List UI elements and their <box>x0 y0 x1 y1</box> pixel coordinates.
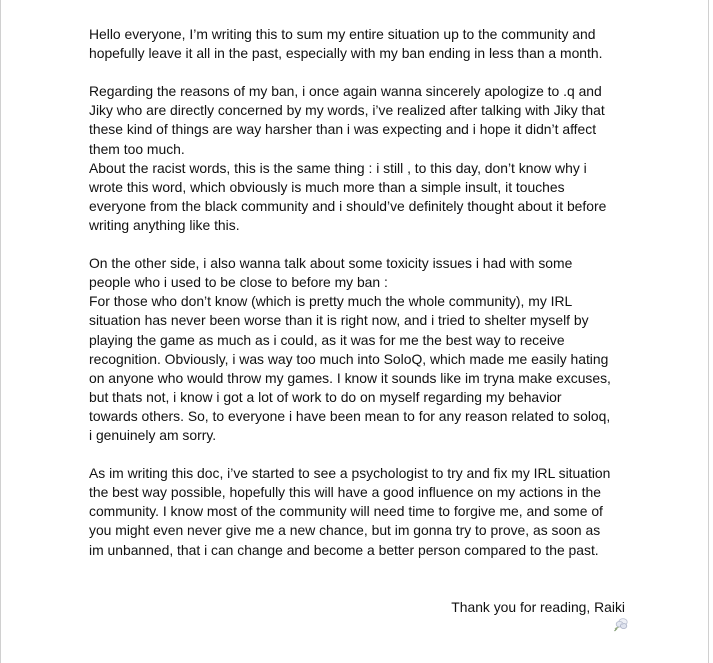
paragraph-greeting <box>89 25 634 63</box>
text-line: im unbanned, that i can change and become a better person compared to the past. <box>89 541 599 558</box>
text-line: hopefully leave it all in the past, especially with my ban ending in less than a month. <box>89 45 603 62</box>
text-line: On the other side, i also wanna talk about some toxicity issues i had with some <box>89 255 573 272</box>
text-line: towards others. So, to everyone i have been mean to for any reason related to soloq, <box>89 407 611 424</box>
text-line: but thats not, i know i got a lot of work to do on myself regarding my behavior <box>89 388 562 405</box>
text-line: people who i used to be close to before my ban : <box>89 274 388 291</box>
text-line: playing the game as much as i could, as it was for me the best way to receive <box>89 331 565 348</box>
text-line: writing anything like this. <box>89 216 240 233</box>
text-line: Jiky who are directly concerned by my words, i’ve realized after talking with Jiky that <box>89 102 605 119</box>
text-line: wrote this word, which obviously is much more than a simple insult, it touches <box>89 178 565 195</box>
paragraph-apology <box>89 82 634 158</box>
text-line: everyone from the black community and i should’ve definitely thought about it before <box>89 197 607 214</box>
text-line: For those who don’t know (which is pretty much the whole community), my IRL <box>89 293 573 310</box>
text-line: situation has never been worse than it is right now, and i tried to shelter myself by <box>89 312 589 329</box>
text-line: on anyone who would throw my games. I know it sounds like im tryna make excuses, <box>89 369 611 386</box>
paragraph-racist-words <box>89 159 634 235</box>
signoff-text: Thank you for reading, Raiki <box>451 599 625 615</box>
text-line: As im writing this doc, i’ve started to see a psychologist to try and fix my IRL situation <box>89 465 611 482</box>
paragraph-irl-situation <box>89 292 634 445</box>
text-line: Regarding the reasons of my ban, i once again wanna sincerely apologize to .q and <box>89 83 602 100</box>
text-line: i genuinely am sorry. <box>89 426 217 443</box>
text-line: About the racist words, this is the same thing : i still , to this day, don’t know why i <box>89 159 587 176</box>
paragraph-toxicity-intro <box>89 254 634 292</box>
text-line: Hello everyone, I’m writing this to sum my entire situation up to the community and <box>89 26 596 42</box>
text-line: the best way possible, hopefully this will have a good influence on my actions in the <box>89 484 601 501</box>
text-line: these kind of things are way harsher than i was expecting and i hope it didn’t affect <box>89 121 597 138</box>
text-line: community. I know most of the community will need time to forgive me, and some of <box>89 503 603 520</box>
text-line: you might even never give me a new chance, but im gonna try to prove, as soon as <box>89 522 601 539</box>
white-flower-icon <box>612 617 629 633</box>
document-body <box>89 25 634 560</box>
paragraph-psychologist <box>89 464 634 559</box>
text-line: recognition. Obviously, i was way too much into SoloQ, which made me easily hating <box>89 350 609 367</box>
text-line: them too much. <box>89 140 185 157</box>
